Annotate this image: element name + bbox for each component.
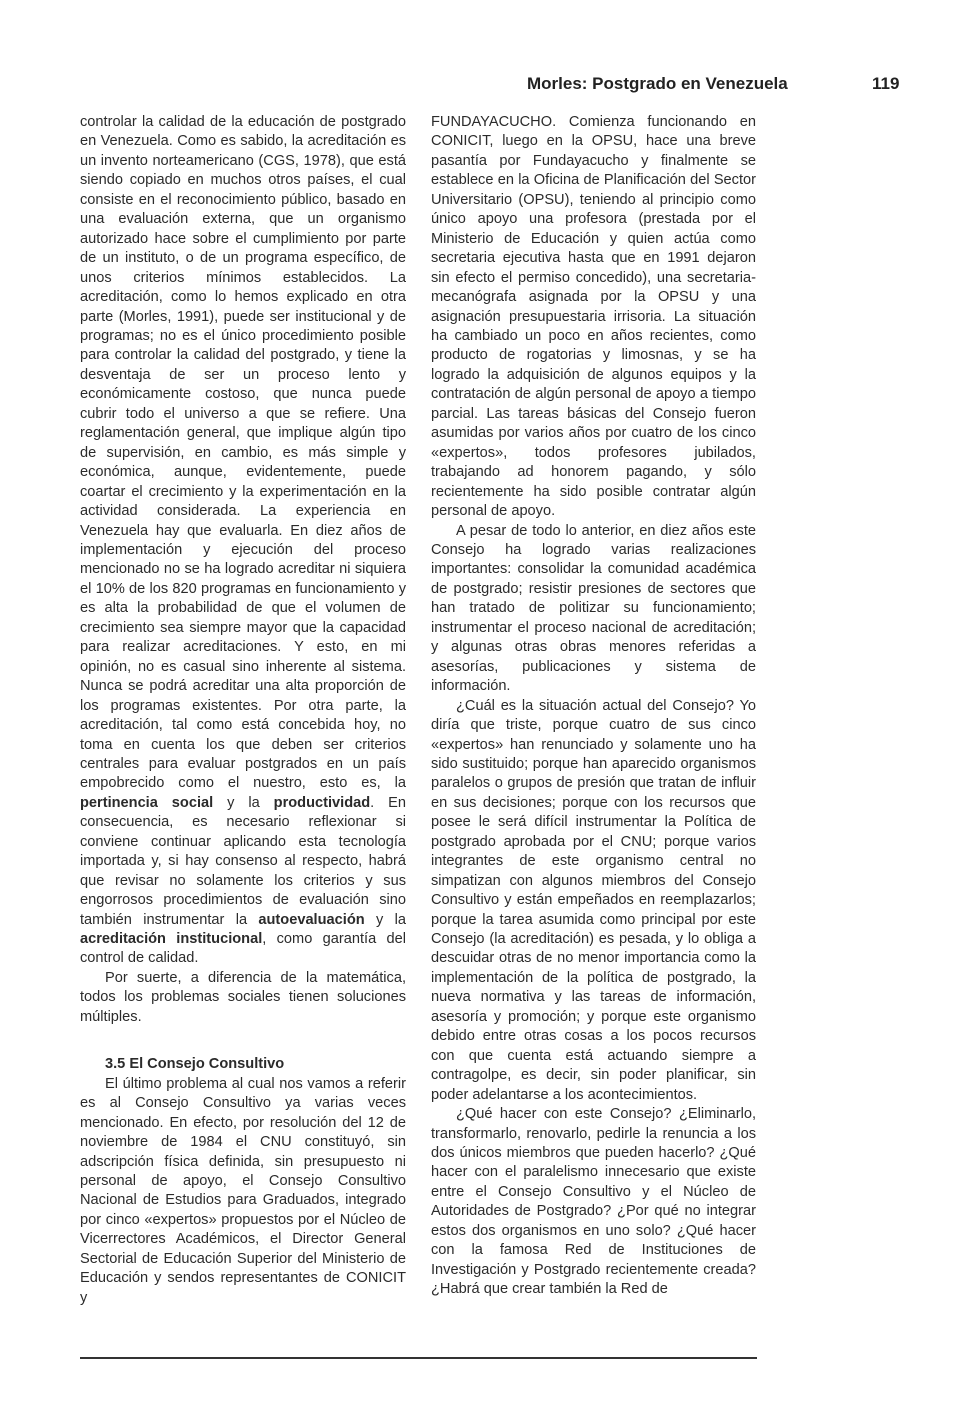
- text-run: y la: [364, 911, 406, 928]
- text-run: . En consecuencia, es necesario reflexionar si conviene continuar aplicando esta tecnología importada y, si hay consenso al respecto, habrá que revisar no solamente los criterios y sus engorrosos procedimientos de evaluación sino también instrumentar la: [80, 794, 406, 928]
- paragraph-soluciones: Por suerte, a diferencia de la matemática, todos los problemas sociales tienen soluciones múltiples.: [80, 969, 406, 1025]
- bold-term-autoevaluacion: autoevaluación: [258, 911, 365, 928]
- footer-divider: [80, 1357, 757, 1359]
- bold-term-pertinencia-social: pertinencia social: [80, 794, 214, 811]
- text-run: controlar la calidad de la educación de postgrado en Venezuela. Como es sabido, la acreditación es un invento norteamericano (CGS, 1978), que está siendo copiado en muchos otros países, el cual consiste en el reconocimiento público, basado en una evaluación externa, que un organismo autorizado hace sobre el cumplimiento por parte de un instituto, o de un programa específico, de unos criterios mínimos establecidos. La acreditación, como lo hemos explicado en otra parte (Morles, 1991), puede ser institucional y de programas; no es el único procedimiento posible para controlar la calidad del postgrado, y tiene la desventaja de ser un proceso lento y económicamente costoso, que nunca puede cubrir todo el universo a que se refiere. Una reglamentación general, que implique algún tipo de supervisión, en cambio, es más simple y económica, aunque, evidentemente, puede coartar el crecimiento y la experimentación en la actividad considerada. La experiencia en Venezuela hay que evaluarla. En diez años de implementación y ejecución del proceso mencionado no se ha logrado acreditar ni siquiera el 10% de los 820 programas en funcionamiento y es alta la probabilidad de que el volumen de crecimiento sea siempre mayor que la capacidad para realizar acreditaciones. Y esto, en mi opinión, no es casual sino inherente al sistema. Nunca se podrá acreditar una alta proporción de los programas existentes. Por otra parte, la acreditación, tal como está concebida hoy, no toma en cuenta los que deben ser criterios centrales para evaluar postgrados en un país empobrecido como el nuestro, esto es, la: [80, 114, 406, 792]
- section-heading: 3.5 El Consejo Consultivo: [105, 1056, 285, 1073]
- running-title: Morles: Postgrado en Venezuela: [527, 74, 788, 93]
- paragraph-fundayacucho: FUNDAYACUCHO. Comienza funcionando en CONICIT, luego en la OPSU, hace una breve pasantía por Fundayacucho y finalmente se establece en la Oficina de Planificación del Sector Universitario (OPSU), teniendo al principio como único apoyo una profesora (prestada por el Ministerio de Educación y quien actúa como secretaria ejecutiva hasta que en 1991 dejaron sin efecto el permiso concedido), una secretaria-mecanógrafa asignada por la OPSU y una asignación presupuestaria irrisoria. La situación ha cambiado un poco en años recientes, como producto de rogatorias y limosnas, y se ha logrado la adquisición de algunos equipos y la contratación de algún personal de apoyo a tiempo parcial. Las tareas básicas del Consejo fueron asumidas por varios años por cuatro de los cinco «expertos», todos profesores jubilados, trabajando ad honorem pagando, y sólo recientemente ha sido posible contratar algún personal de apoyo.: [431, 114, 756, 520]
- text-run: y la: [213, 794, 274, 811]
- paragraph-situacion-actual: ¿Cuál es la situación actual del Consejo? Yo diría que triste, porque cuatro de sus cinco «expertos» han renunciado y solamente uno ha sido sustituido; porque han aparecido organismos paralelos o grupos de presión que tratan de influir en sus decisiones; porque con los recursos que posee le será difícil instrumentar la Política de postgrado aprobada por el CNU; porque varios integrantes de este organismo central no simpatizan con algunos miembros del Consejo Consultivo y están empeñados en reemplazarlos; porque la tarea asumida como principal por este Consejo (la acreditación) es pesada, y lo obliga a descuidar otras de no menor importancia como la implementación de la política de postgrado, la nueva normativa y las tareas de información, asesoría y promoción; y porque este organismo debido entre otras cosas a los pocos recursos con que cuenta está actuando siempre a contragolpe, es decir, sin poder planificar, sin poder adelantarse a los acontecimientos.: [431, 697, 756, 1103]
- left-column: [80, 113, 406, 1308]
- right-column: [431, 113, 756, 1300]
- paragraph-acreditacion: [80, 113, 406, 969]
- bold-term-productividad: productividad: [273, 794, 371, 811]
- text-run: , como garantía del control de calidad.: [80, 931, 406, 967]
- bold-term-acreditacion-institucional: acreditación institucional: [80, 931, 263, 948]
- paragraph-consejo-consultivo: El último problema al cual nos vamos a referir es al Consejo Consultivo ya varias veces mencionado. En efecto, por resolución del 12 de noviembre de 1984 el CNU constituyó, sin adscripción física definida, sin presupuesto ni personal de apoyo, el Consejo Consultivo Nacional de Estudios para Graduados, integrado por cinco «expertos» propuestos por el Núcleo de Vicerrectores Académicos, el Director General Sectorial de Educación Superior del Ministerio de Educación y sendos representantes de CONICIT y: [80, 1075, 406, 1306]
- page-number: 119: [872, 74, 900, 93]
- paragraph-que-hacer: ¿Qué hacer con este Consejo? ¿Eliminarlo, transformarlo, renovarlo, pedirle la renuncia a los dos únicos miembros que pueden hacerlo? ¿Qué hacer con el paralelismo innecesario que existe entre el Consejo Consultivo y el Núcleo de Autoridades de Postgrado? ¿Por qué no integrar estos dos organismos en uno solo? ¿Qué hacer con la famosa Red de Instituciones de Investigación y Postgrado recientemente creada? ¿Habrá que crear también la Red de: [431, 1106, 756, 1298]
- paragraph-realizaciones: A pesar de todo lo anterior, en diez años este Consejo ha logrado varias realizaciones importantes: consolidar la comunidad académica de postgrado; resistir presiones de sectores que han tratado de politizar su funcionamiento; instrumentar el proceso nacional de acreditación; y algunas otras obras menores referidas a asesorías, publicaciones y sistema de información.: [431, 522, 756, 695]
